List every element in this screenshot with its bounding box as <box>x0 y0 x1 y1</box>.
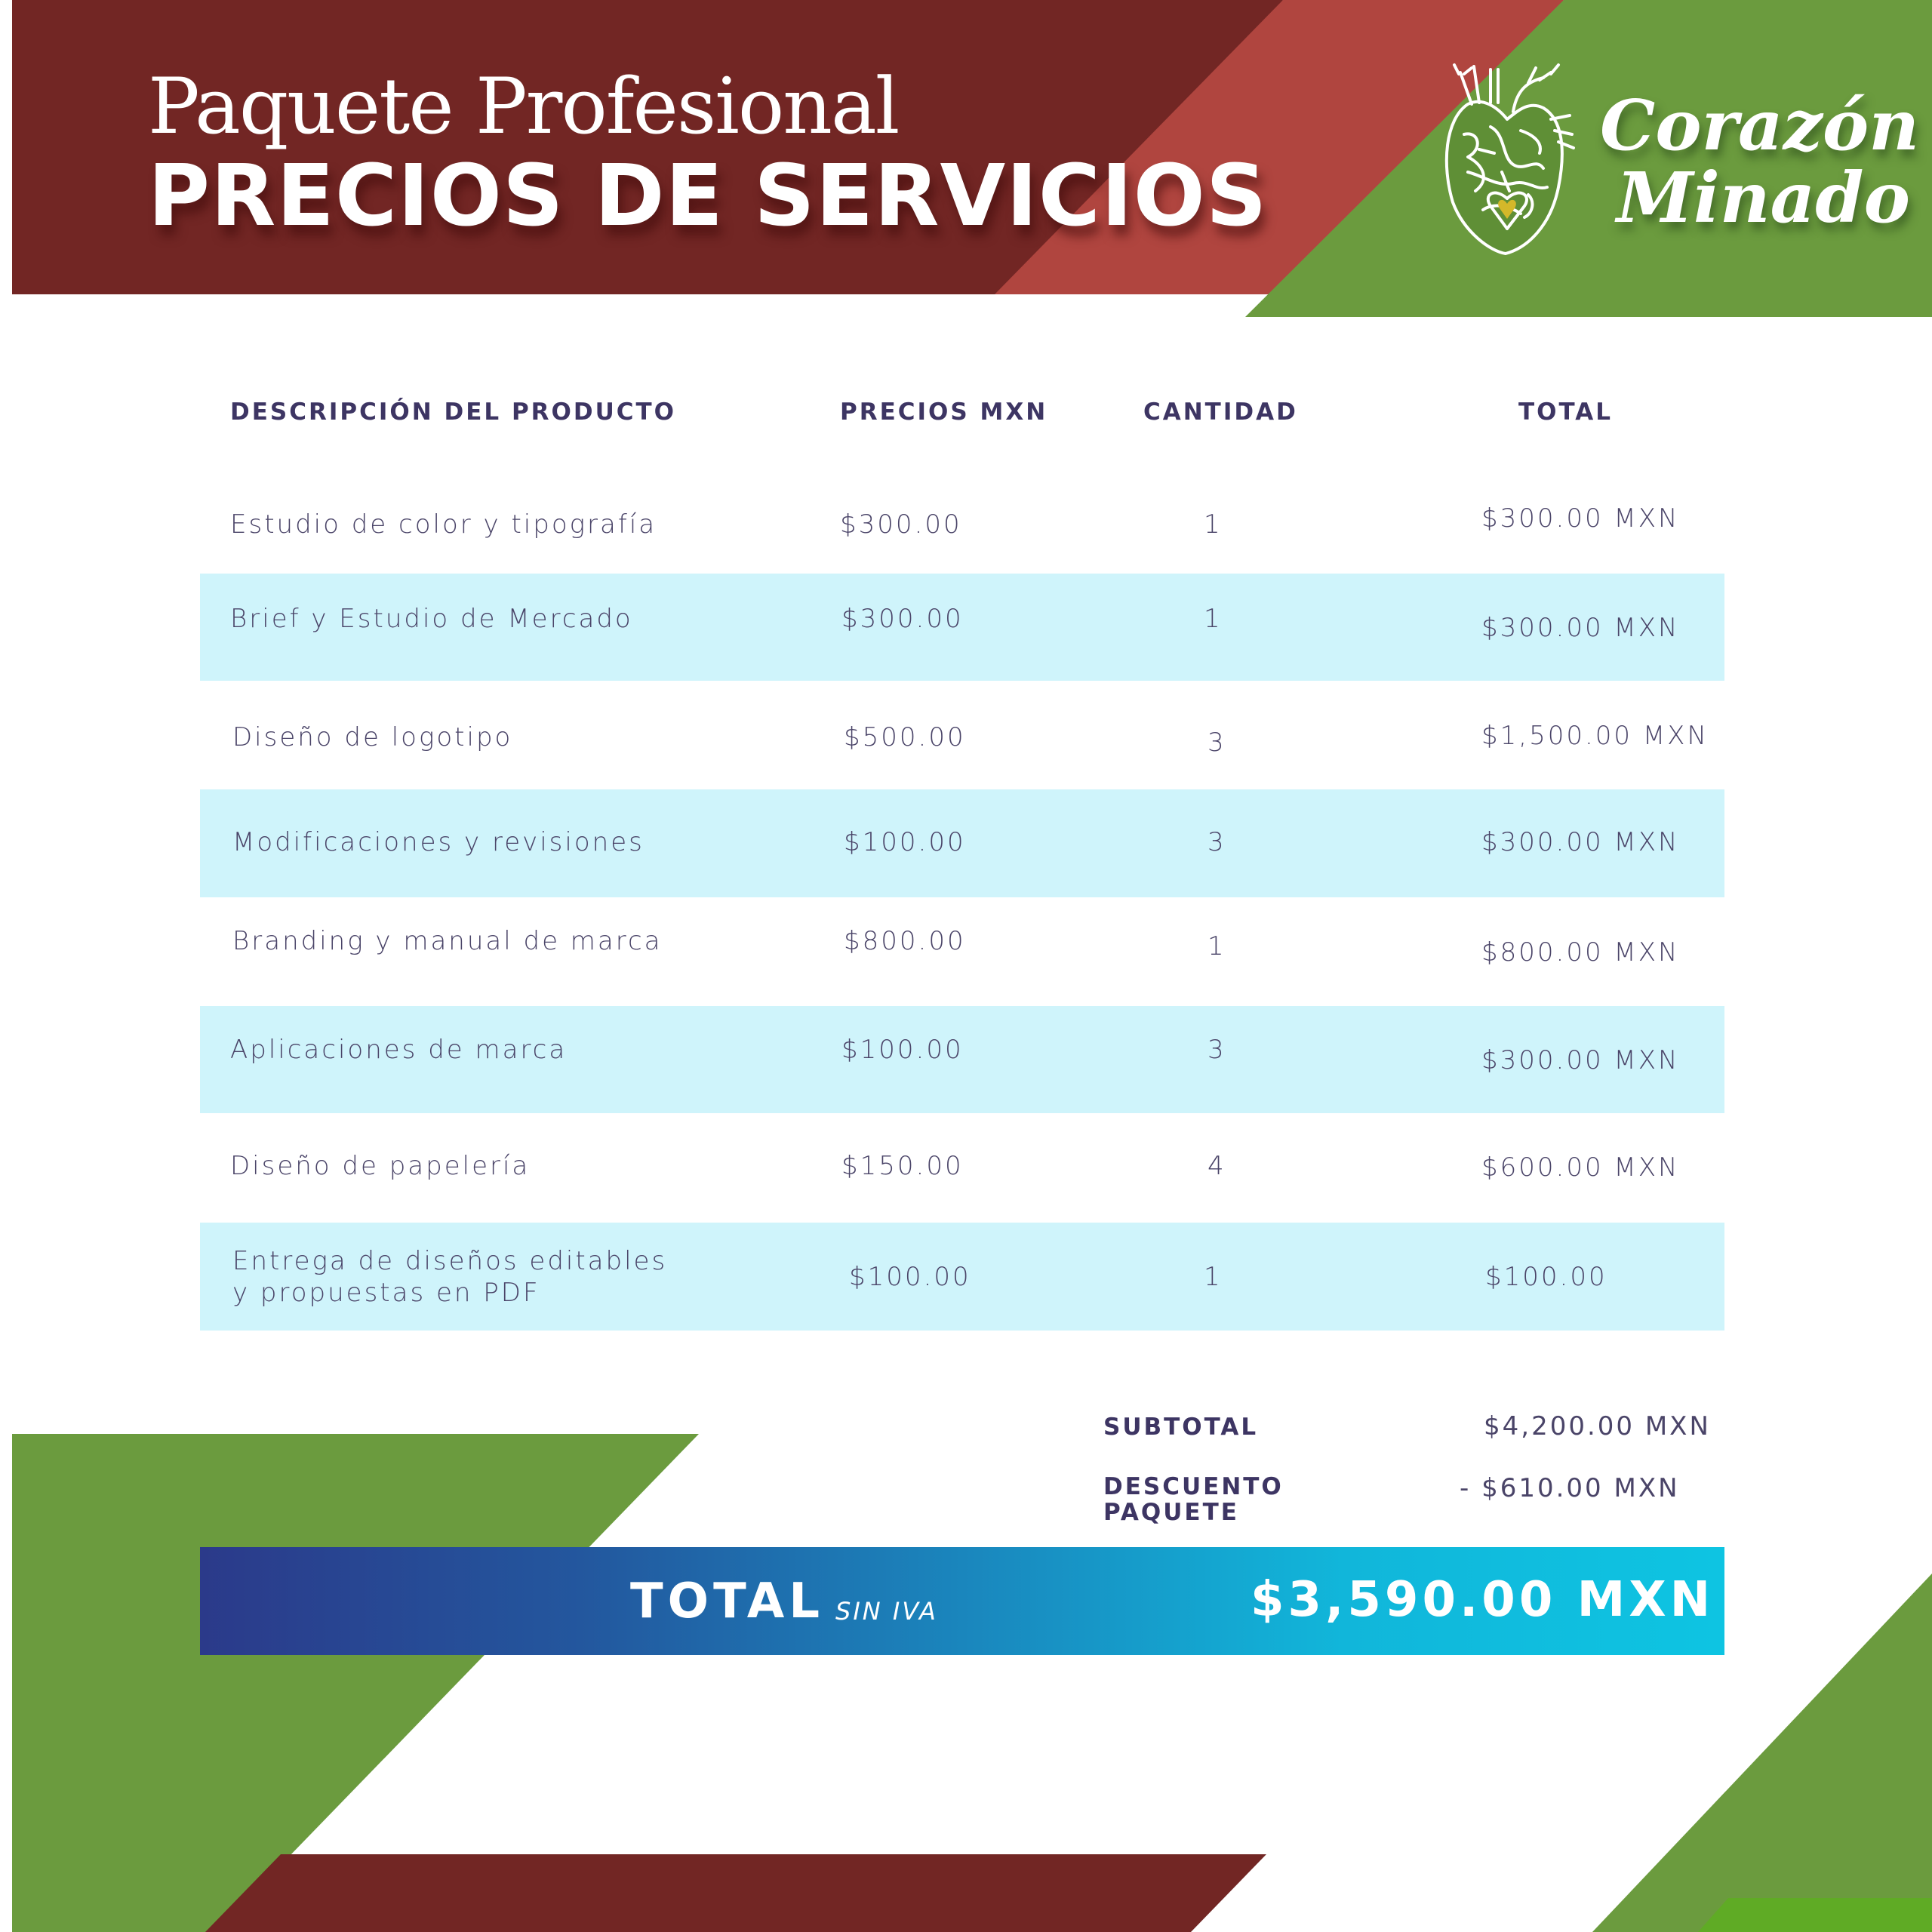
row-total: $300.00 MXN <box>1481 1045 1680 1075</box>
row-quantity: 1 <box>1208 931 1226 961</box>
total-value: $3,590.00 MXN <box>1251 1572 1715 1628</box>
row-total: $800.00 MXN <box>1481 937 1680 968</box>
subtotal-value: $4,200.00 MXN <box>1484 1411 1711 1441</box>
total-bar <box>200 1547 1724 1655</box>
column-header-quantity: CANTIDAD <box>1143 398 1298 426</box>
row-description: Modificaciones y revisiones <box>232 827 645 857</box>
row-price: $300.00 <box>841 604 964 634</box>
row-price: $500.00 <box>844 722 966 752</box>
page-title: PRECIOS DE SERVICIOS <box>148 147 1268 245</box>
maze-heart-icon <box>1438 59 1577 257</box>
row-price: $300.00 <box>840 509 962 540</box>
row-total: $600.00 MXN <box>1481 1152 1680 1183</box>
row-description: Aplicaciones de marca <box>230 1035 568 1065</box>
page-subtitle: Paquete Profesional <box>148 62 899 152</box>
table-row <box>200 789 1724 897</box>
brand-logo-text <box>1600 85 1920 238</box>
bottom-right-bright-green-shape <box>1698 1898 1932 1932</box>
table-row <box>200 897 1724 1006</box>
table-row <box>200 574 1724 681</box>
discount-label <box>1103 1474 1284 1525</box>
column-header-total: TOTAL <box>1518 398 1613 426</box>
row-quantity: 1 <box>1204 509 1223 540</box>
table-row <box>200 1113 1724 1223</box>
row-quantity: 3 <box>1208 1035 1226 1065</box>
discount-label-line-2: PAQUETE <box>1103 1499 1239 1526</box>
row-total: $300.00 MXN <box>1481 827 1680 857</box>
row-price: $800.00 <box>844 926 966 956</box>
row-description: Diseño de logotipo <box>232 722 513 752</box>
row-quantity: 1 <box>1204 604 1223 634</box>
row-description-line-1: Entrega de diseños editables <box>232 1246 668 1276</box>
row-description: Branding y manual de marca <box>232 926 663 956</box>
column-header-description: DESCRIPCIÓN DEL PRODUCTO <box>230 398 677 426</box>
row-total: $300.00 MXN <box>1481 503 1680 534</box>
row-description: Brief y Estudio de Mercado <box>230 604 633 634</box>
table-row <box>200 681 1724 789</box>
row-total: $300.00 MXN <box>1481 613 1680 643</box>
table-row <box>200 1223 1724 1331</box>
row-quantity: 3 <box>1208 827 1226 857</box>
discount-label-line-1: DESCUENTO <box>1103 1473 1284 1500</box>
table-row <box>200 1006 1724 1113</box>
table-row <box>200 483 1724 574</box>
row-description-line-2: y propuestas en PDF <box>232 1278 540 1308</box>
row-price: $100.00 <box>844 827 966 857</box>
total-note: SIN IVA <box>835 1597 938 1626</box>
row-total: $100.00 <box>1485 1262 1607 1292</box>
subtotal-label: SUBTOTAL <box>1103 1414 1259 1441</box>
total-label: TOTAL <box>630 1574 825 1629</box>
row-quantity: 1 <box>1204 1262 1223 1292</box>
row-price: $100.00 <box>849 1262 971 1292</box>
row-price: $100.00 <box>841 1035 964 1065</box>
column-header-price: PRECIOS MXN <box>840 398 1048 426</box>
row-description: Diseño de papelería <box>230 1151 531 1181</box>
brand-line-2: Minado <box>1617 157 1910 238</box>
brand-line-1: Corazón <box>1600 85 1920 166</box>
bottom-dark-red-band <box>205 1854 1266 1932</box>
row-quantity: 4 <box>1208 1151 1226 1181</box>
row-total: $1,500.00 MXN <box>1481 721 1709 751</box>
discount-value: - $610.00 MXN <box>1460 1473 1680 1503</box>
row-description: Estudio de color y tipografía <box>230 509 657 540</box>
row-quantity: 3 <box>1208 728 1226 758</box>
row-price: $150.00 <box>841 1151 964 1181</box>
row-description <box>232 1245 667 1309</box>
